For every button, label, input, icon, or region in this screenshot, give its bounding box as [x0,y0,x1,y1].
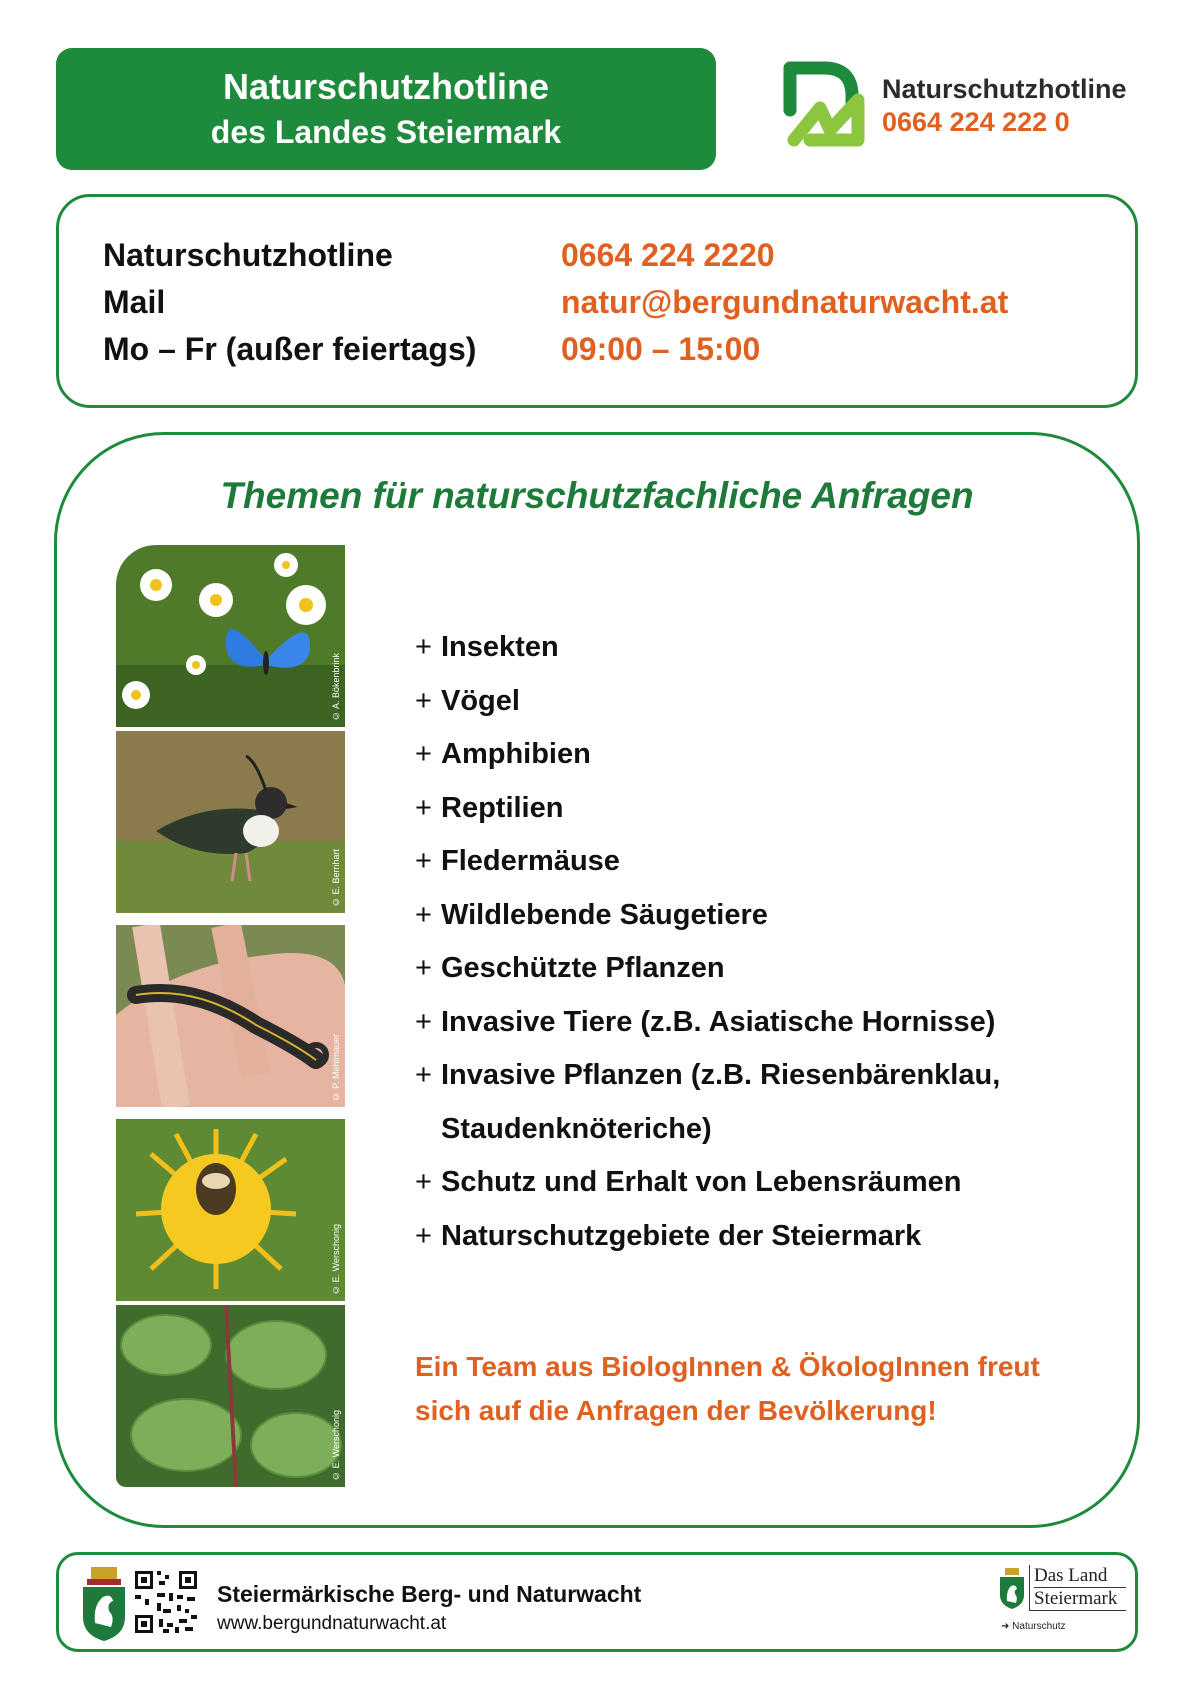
photo-credit: © A. Bökenbrink [331,652,341,721]
land-logo-line1: Das Land [1034,1565,1108,1586]
list-item: + Invasive Tiere (z.B. Asiatische Hornisse) [415,996,1000,1050]
list-item: + Vögel [415,675,1000,729]
topics-title: Themen für naturschutzfachliche Anfragen [220,475,974,516]
contact-label-hotline: Naturschutzhotline [103,237,393,273]
steiermark-coat-of-arms-icon [81,1565,127,1643]
plus-icon: + [415,1219,432,1252]
photo-credit: © E. Werschonig [331,1410,341,1481]
list-item: + Reptilien [415,782,1000,836]
contact-label-mail: Mail [103,284,166,320]
team-message: Ein Team aus BiologInnen & ÖkologInnen freut sich auf die Anfragen der Bevölkerung! [415,1351,1040,1426]
list-item: + Naturschutzgebiete der Steiermark [415,1210,1000,1264]
land-steiermark-logo [999,1565,1129,1645]
plus-icon: + [415,898,432,931]
hotline-logo-icon [780,60,872,152]
list-item: + Invasive Pflanzen (z.B. Riesenbärenklau, [415,1049,1000,1103]
land-logo-line2: Steiermark [1034,1587,1126,1610]
topics-list [415,621,1000,1263]
list-item: + Fledermäuse [415,835,1000,889]
plus-icon: + [415,1005,432,1038]
photo-credit: © E. Werschonig [331,1224,341,1295]
plus-icon: + [415,1059,432,1091]
plus-icon: + [415,684,432,717]
footer-org-name: Steiermärkische Berg- und Naturwacht [217,1581,642,1607]
contact-box [56,194,1138,408]
list-item: + Wildlebende Säugetiere [415,889,1000,943]
newt-photo [116,925,345,1107]
plus-icon: + [415,738,432,770]
list-item: + Geschützte Pflanzen [415,942,1000,996]
butterfly-photo [116,545,345,727]
contact-value-phone[interactable]: 0664 224 2220 [561,237,775,273]
lapwing-photo [116,731,345,913]
logo-name: Naturschutzhotline [882,74,1127,104]
footer-website-link[interactable]: www.bergundnaturwacht.at [217,1613,447,1634]
plus-icon: + [415,845,432,877]
photo-credit: © P. Mehlmauer [331,1033,341,1101]
header-banner [56,48,716,170]
plus-icon: + [415,791,432,824]
plus-icon: + [415,631,432,663]
logo-phone: 0664 224 222 0 [882,107,1070,137]
topics-box [54,432,1140,1528]
banner-title: Naturschutzhotline [222,66,549,107]
plus-icon: + [415,1166,432,1198]
knotweed-photo [116,1305,345,1487]
land-logo-sub: ➜ Naturschutz [1001,1621,1066,1632]
banner-subtitle: des Landes Steiermark [210,114,562,150]
contact-value-hours: 09:00 – 15:00 [561,331,761,367]
photo-credit: © E. Bernhart [331,848,341,907]
list-item: + Schutz und Erhalt von Lebensräumen [415,1156,1000,1210]
list-item: + Amphibien [415,728,1000,782]
contact-label-hours: Mo – Fr (außer feiertags) [103,331,477,367]
list-item-continuation: Staudenknöteriche) [441,1112,712,1145]
footer [56,1552,1138,1652]
steiermark-small-arms-icon [999,1567,1025,1611]
arrow-right-icon: ➜ [1001,1621,1010,1632]
hotline-logo [780,60,1160,155]
qr-code-icon[interactable] [133,1569,199,1635]
plus-icon: + [415,952,432,984]
contact-value-email[interactable]: natur@bergundnaturwacht.at [561,284,1009,320]
dandelion-photo [116,1119,345,1301]
list-item: + Insekten [415,621,1000,675]
